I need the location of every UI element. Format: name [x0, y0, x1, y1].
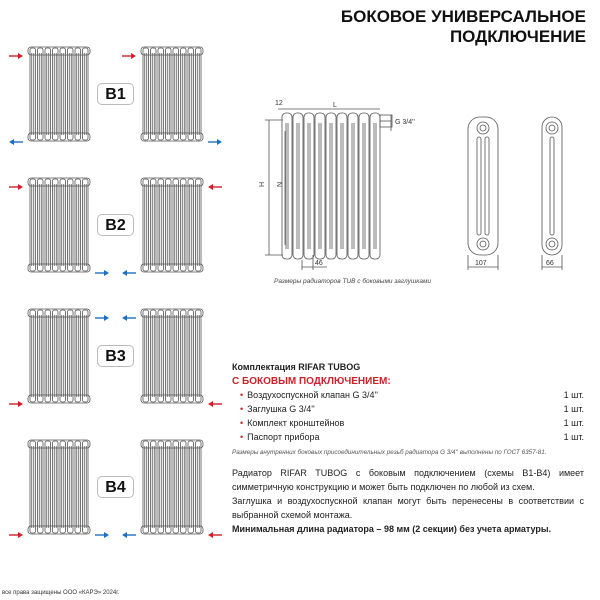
return-arrow-icon: [94, 309, 110, 317]
scheme-label: B2: [97, 214, 134, 236]
supply-arrow-icon: [207, 178, 223, 186]
item-qty: 1 шт.: [563, 404, 584, 414]
supply-arrow-icon: [207, 526, 223, 534]
supply-arrow-icon: [207, 395, 223, 403]
scheme-label: B3: [97, 345, 134, 367]
supply-arrow-icon: [8, 178, 24, 186]
radiator-left: [27, 45, 91, 143]
return-arrow-icon: [94, 526, 110, 534]
item-name: • Паспорт прибора: [240, 432, 320, 446]
supply-arrow-icon: [8, 395, 24, 403]
description-2: Заглушка и воздухоспускной клапан могут быть перенесены в соответствии с выбранной схемой монтажа.: [232, 496, 584, 520]
title-line-1: БОКОВОЕ УНИВЕРСАЛЬНОЕ: [340, 7, 586, 26]
dim-N: N: [277, 181, 284, 187]
item-name: • Комплект кронштейнов: [240, 418, 344, 432]
supply-arrow-icon: [121, 47, 137, 55]
description-1: Радиатор RIFAR TUBOG с боковым подключением (схемы В1-В4) имеет симметричную конструкцию и может быть подключен по любой из схем.: [232, 468, 584, 492]
dim-46: 46: [315, 260, 323, 267]
title-line-2: ПОДКЛЮЧЕНИЕ: [449, 27, 586, 46]
dim-L: L: [333, 102, 337, 109]
item-qty: 1 шт.: [563, 418, 584, 428]
return-arrow-icon: [121, 526, 137, 534]
scheme-label: B1: [97, 83, 134, 105]
thread-note: Размеры внутренних боковых присоединительных резьб радиатора G 3/4'' выполнены по ГОСТ 6357-81.: [232, 449, 547, 456]
supply-arrow-icon: [8, 526, 24, 534]
radiator-right: [140, 438, 204, 536]
dim-107: 107: [475, 260, 487, 267]
description-min-length: Минимальная длина радиатора – 98 мм (2 секции) без учета арматуры.: [232, 524, 552, 534]
list-item: [232, 418, 584, 432]
page-title: [341, 7, 586, 47]
return-arrow-icon: [8, 133, 24, 141]
item-name: • Воздухоспускной клапан G 3/4'': [240, 390, 378, 404]
dim-H: H: [259, 181, 266, 187]
dim-12: 12: [275, 100, 283, 107]
return-arrow-icon: [94, 264, 110, 272]
radiator-right: [140, 307, 204, 405]
radiator-right: [140, 45, 204, 143]
dim-thread: G 3/4'': [395, 119, 415, 126]
list-item: [232, 432, 584, 446]
scheme-b4: [0, 438, 230, 548]
radiator-right: [140, 176, 204, 274]
return-arrow-icon: [121, 264, 137, 272]
dim-66: 66: [546, 260, 554, 267]
scheme-b3: [0, 307, 230, 417]
scheme-label: B4: [97, 476, 134, 498]
list-item: [232, 404, 584, 418]
drawing-caption: Размеры радиаторов TUB с боковыми заглушками: [274, 278, 432, 285]
scheme-b2: [0, 176, 230, 286]
kit-section: [232, 362, 584, 536]
supply-arrow-icon: [8, 47, 24, 55]
item-qty: 1 шт.: [563, 390, 584, 400]
dimension-drawing: [255, 95, 585, 275]
scheme-b1: [0, 45, 230, 155]
radiator-left: [27, 176, 91, 274]
kit-subheading: С БОКОВЫМ ПОДКЛЮЧЕНИЕМ:: [232, 376, 391, 387]
copyright: все права защищены ООО «КАРЭ» 2024г.: [2, 590, 120, 596]
kit-heading: Комплектация RIFAR TUBOG: [232, 362, 361, 372]
radiator-left: [27, 438, 91, 536]
return-arrow-icon: [207, 133, 223, 141]
item-name: • Заглушка G 3/4'': [240, 404, 315, 418]
list-item: [232, 390, 584, 404]
return-arrow-icon: [121, 309, 137, 317]
radiator-front-view: [282, 113, 392, 259]
item-qty: 1 шт.: [563, 432, 584, 442]
radiator-left: [27, 307, 91, 405]
